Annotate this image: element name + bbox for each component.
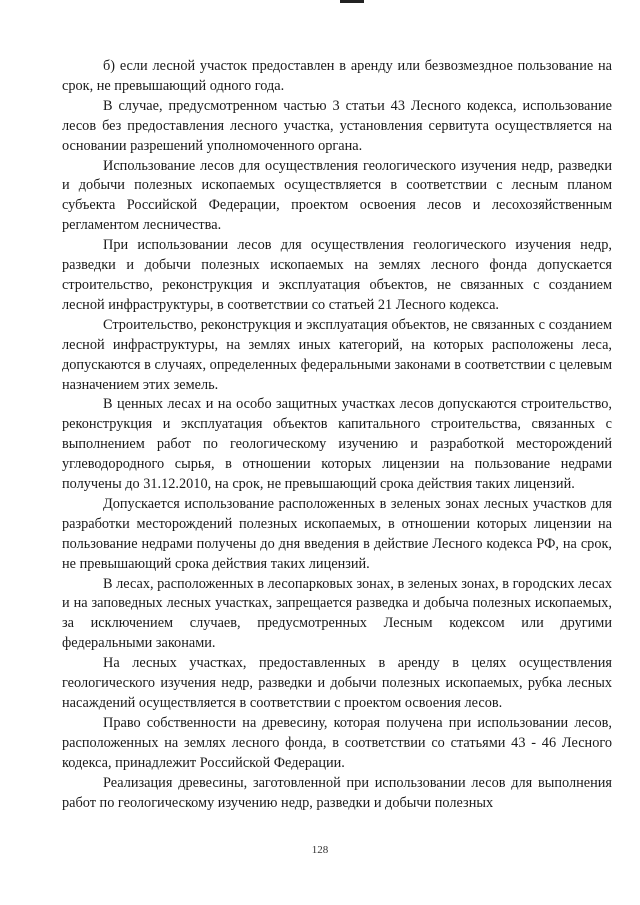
document-body [62,57,612,813]
page-number: 128 [311,844,329,856]
paragraph: Реализация древесины, заготовленной при использовании лесов для выполнения работ по геологическому изучению недр, разведки и добычи полезных [62,774,612,811]
paragraph: В ценных лесах и на особо защитных участках лесов допускаются строительство, реконструкция и эксплуатация объектов капитального строительства, связанных с выполнением работ по геологическому изучению и разработкой месторождений углеводородного сырья, в отношении которых лицензии на пользование недрами получены до 31.12.2010, на срок, не превышающий срока действия таких лицензий. [62,396,612,493]
paragraph: При использовании лесов для осуществления геологического изучения недр, разведки и добычи полезных ископаемых на землях лесного фонда допускается строительство, реконструкция и эксплуатация объектов, не связанных с созданием лесной инфраструктуры, в соответствии со статьей 21 Лесного кодекса. [62,237,612,313]
paragraph: В лесах, расположенных в лесопарковых зонах, в зеленых зонах, в городских лесах и на заповедных лесных участках, запрещается разведка и добыча полезных ископаемых, за исключением случаев, предусмотренных Лесным кодексом или другими федеральными законами. [62,575,612,652]
paragraph: Право собственности на древесину, которая получена при использовании лесов, расположенных на землях лесного фонда, в соответствии со статьями 43 - 46 Лесного кодекса, принадлежит Российской Федерации. [62,714,612,771]
paragraph: Строительство, реконструкция и эксплуатация объектов, не связанных с созданием лесной инфраструктуры, на землях иных категорий, на которых расположены леса, допускаются в случаях, определенных федеральными законами в соответствии с целевым назначением этих земель. [62,316,612,393]
paragraph: Допускается использование расположенных в зеленых зонах лесных участков для разработки месторождений полезных ископаемых, в отношении которых лицензии на пользование недрами получены до дня введения в действие Лесного кодекса РФ, на срок, не превышающий срока действия таких лицензий. [62,495,612,572]
paragraph: В случае, предусмотренном частью 3 статьи 43 Лесного кодекса, использование лесов без предоставления лесного участка, установления сервитута осуществляется на основании разрешений уполномоченного органа. [62,97,612,154]
paragraph: Использование лесов для осуществления геологического изучения недр, разведки и добычи полезных ископаемых осуществляется в соответствии с лесным планом субъекта Российской Федерации, проектом освоения лесов и лесохозяйственным регламентом лесничества. [62,157,612,234]
paragraph: б) если лесной участок предоставлен в аренду или безвозмездное пользование на срок, не превышающий одного года. [62,58,612,94]
top-edge-mark [340,0,364,3]
paragraph: На лесных участках, предоставленных в аренду в целях осуществления геологического изучения недр, разведки и добычи полезных ископаемых, рубка лесных насаждений осуществляется в соответствии с проектом освоения лесов. [62,655,612,711]
